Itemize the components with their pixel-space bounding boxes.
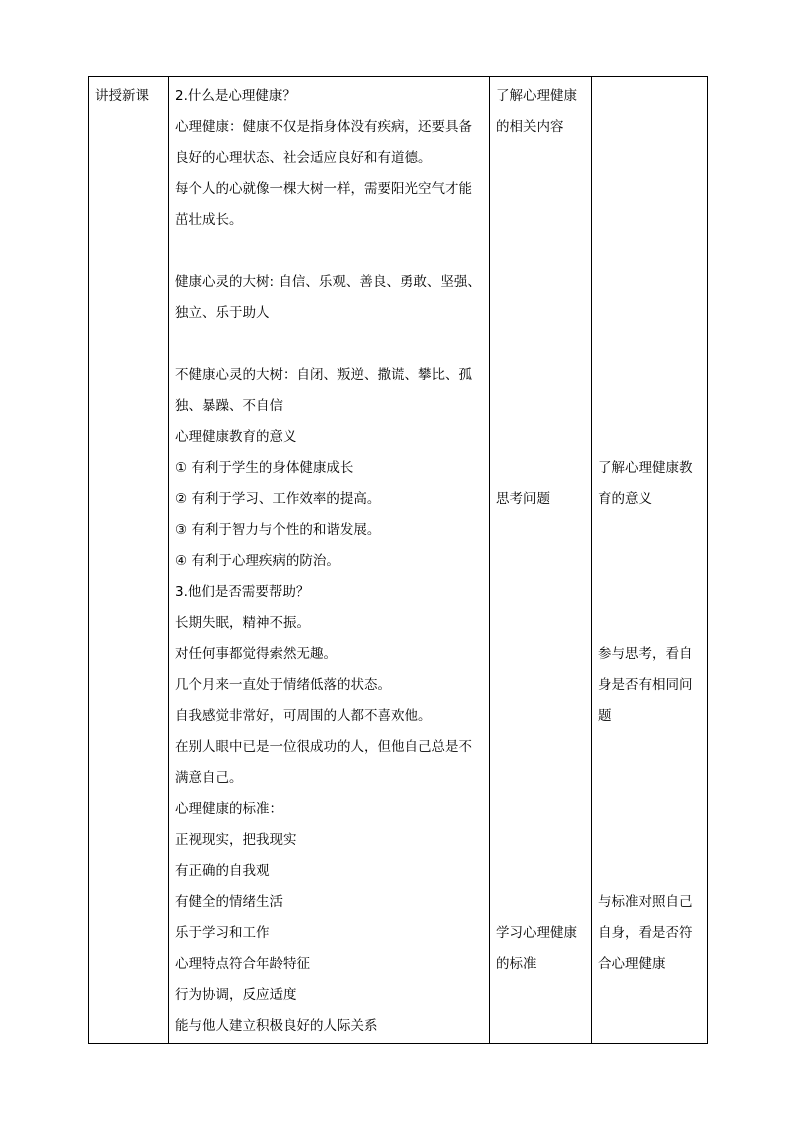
text-line: 学习心理健康	[496, 925, 577, 941]
list-item: ③ 有利于智力与个性的和谐发展。	[175, 522, 381, 538]
list-item: 在别人眼中已是一位很成功的人，但他自己总是不	[175, 739, 472, 755]
list-item: 正视现实，把我现实	[175, 832, 297, 848]
list-item: 几个月来一直处于情绪低落的状态。	[175, 677, 391, 693]
list-item: 乐于学习和工作	[175, 925, 270, 941]
list-item: 心理特点符合年龄特征	[175, 956, 310, 972]
list-item: 有正确的自我观	[175, 863, 270, 879]
content-cell	[169, 77, 490, 1044]
list-item: 有健全的情绪生活	[175, 894, 283, 910]
list-item: ④ 有利于心理疾病的防治。	[175, 553, 340, 569]
text-line: 独立、乐于助人	[175, 305, 270, 321]
text-line: 身是否有相同问	[598, 677, 693, 693]
text-line: 自身，看是否符	[598, 925, 693, 941]
subheading: 心理健康教育的意义	[175, 429, 297, 445]
text-line: 健康心灵的大树: 自信、乐观、善良、勇敢、坚强、	[175, 274, 481, 290]
text-line: 茁壮成长。	[175, 212, 243, 228]
section-title: 3.他们是否需要帮助？	[175, 584, 310, 600]
list-item: ② 有利于学习、工作效率的提高。	[175, 491, 381, 507]
list-item: 满意自己。	[175, 770, 243, 786]
text-line: 每个人的心就像一棵大树一样，需要阳光空气才能	[175, 181, 472, 197]
text-line: 的标准	[496, 956, 537, 972]
stage-label: 讲授新课	[95, 88, 149, 104]
table-row	[89, 77, 708, 1044]
section-title: 2.什么是心理健康？	[175, 88, 296, 104]
student-activity-cell	[592, 77, 708, 1044]
text-line: 合心理健康	[598, 956, 666, 972]
text-line: 独、暴躁、不自信	[175, 398, 283, 414]
subheading: 心理健康的标准：	[175, 801, 283, 817]
text-line: 的相关内容	[496, 119, 564, 135]
list-item: 对任何事都觉得索然无趣。	[175, 646, 337, 662]
list-item: 能与他人建立积极良好的人际关系	[175, 1018, 378, 1034]
text-line: 参与思考，看自	[598, 646, 693, 662]
stage-cell	[89, 77, 169, 1044]
text-line: 了解心理健康教	[598, 460, 693, 476]
list-item: ① 有利于学生的身体健康成长	[175, 460, 354, 476]
list-item: 行为协调，反应适度	[175, 987, 297, 1003]
list-item: 长期失眠，精神不振。	[175, 615, 310, 631]
text-line: 不健康心灵的大树：自闭、叛逆、撒谎、攀比、孤	[175, 367, 472, 383]
teacher-activity-cell	[490, 77, 592, 1044]
text-line: 育的意义	[598, 491, 652, 507]
text-line: 心理健康：健康不仅是指身体没有疾病，还要具备	[175, 119, 472, 135]
list-item: 自我感觉非常好，可周围的人都不喜欢他。	[175, 708, 432, 724]
text-line: 与标准对照自己	[598, 894, 693, 910]
text-line: 了解心理健康	[496, 88, 577, 104]
lesson-plan-table	[88, 76, 708, 1044]
text-line: 良好的心理状态、社会适应良好和有道德。	[175, 150, 432, 166]
text-line: 思考问题	[496, 491, 550, 507]
text-line: 题	[598, 708, 612, 724]
